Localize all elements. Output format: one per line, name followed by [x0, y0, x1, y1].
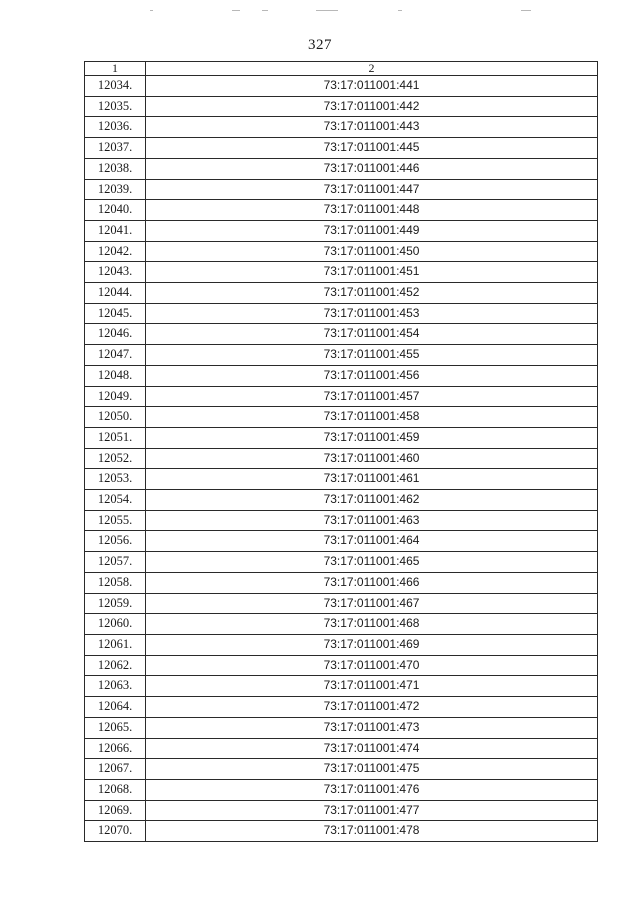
- row-index-cell: 12038.: [85, 158, 146, 179]
- row-index-cell: 12059.: [85, 593, 146, 614]
- page-number: 327: [308, 37, 332, 53]
- scan-artifact: [521, 10, 531, 11]
- table-row: [85, 324, 598, 345]
- row-index-cell: 12058.: [85, 572, 146, 593]
- table-row: [85, 759, 598, 780]
- table-row: [85, 738, 598, 759]
- table-row: [85, 241, 598, 262]
- row-index-cell: 12054.: [85, 490, 146, 511]
- table-row: [85, 800, 598, 821]
- row-index-cell: 12043.: [85, 262, 146, 283]
- cadastral-number-cell: 73:17:011001:476: [146, 779, 598, 800]
- cadastral-number-cell: 73:17:011001:452: [146, 283, 598, 304]
- table-body: [85, 76, 598, 842]
- table-row: [85, 138, 598, 159]
- row-index-cell: 12036.: [85, 117, 146, 138]
- row-index-cell: 12067.: [85, 759, 146, 780]
- row-index-cell: 12053.: [85, 469, 146, 490]
- cadastral-number-cell: 73:17:011001:463: [146, 510, 598, 531]
- row-index-cell: 12035.: [85, 96, 146, 117]
- cadastral-number-cell: 73:17:011001:468: [146, 614, 598, 635]
- row-index-cell: 12046.: [85, 324, 146, 345]
- cadastral-number-cell: 73:17:011001:460: [146, 448, 598, 469]
- row-index-cell: 12039.: [85, 179, 146, 200]
- cadastral-number-cell: 73:17:011001:470: [146, 655, 598, 676]
- table-row: [85, 179, 598, 200]
- cadastral-number-cell: 73:17:011001:454: [146, 324, 598, 345]
- table-row: [85, 200, 598, 221]
- table-row: [85, 262, 598, 283]
- table-row: [85, 303, 598, 324]
- row-index-cell: 12045.: [85, 303, 146, 324]
- table-row: [85, 490, 598, 511]
- row-index-cell: 12063.: [85, 676, 146, 697]
- table-row: [85, 572, 598, 593]
- row-index-cell: 12037.: [85, 138, 146, 159]
- table-row: [85, 427, 598, 448]
- row-index-cell: 12034.: [85, 76, 146, 97]
- cadastral-number-cell: 73:17:011001:464: [146, 531, 598, 552]
- table-row: [85, 448, 598, 469]
- row-index-cell: 12061.: [85, 634, 146, 655]
- table-row: [85, 676, 598, 697]
- cadastral-number-cell: 73:17:011001:443: [146, 117, 598, 138]
- scan-artifact: [150, 10, 153, 11]
- row-index-cell: 12068.: [85, 779, 146, 800]
- cadastral-number-cell: 73:17:011001:456: [146, 365, 598, 386]
- table-row: [85, 365, 598, 386]
- table-row: [85, 96, 598, 117]
- cadastral-number-table: [84, 61, 598, 842]
- table-row: [85, 469, 598, 490]
- table-row: [85, 345, 598, 366]
- row-index-cell: 12069.: [85, 800, 146, 821]
- table-row: [85, 717, 598, 738]
- row-index-cell: 12065.: [85, 717, 146, 738]
- cadastral-number-cell: 73:17:011001:473: [146, 717, 598, 738]
- cadastral-number-cell: 73:17:011001:478: [146, 821, 598, 842]
- cadastral-number-cell: 73:17:011001:453: [146, 303, 598, 324]
- cadastral-number-cell: 73:17:011001:445: [146, 138, 598, 159]
- row-index-cell: 12056.: [85, 531, 146, 552]
- cadastral-number-cell: 73:17:011001:472: [146, 697, 598, 718]
- row-index-cell: 12062.: [85, 655, 146, 676]
- table-row: [85, 220, 598, 241]
- cadastral-number-cell: 73:17:011001:455: [146, 345, 598, 366]
- table-row: [85, 407, 598, 428]
- row-index-cell: 12066.: [85, 738, 146, 759]
- row-index-cell: 12060.: [85, 614, 146, 635]
- cadastral-number-cell: 73:17:011001:448: [146, 200, 598, 221]
- table-row: [85, 510, 598, 531]
- cadastral-number-cell: 73:17:011001:451: [146, 262, 598, 283]
- table-row: [85, 76, 598, 97]
- column-header-index: 1: [85, 62, 146, 76]
- row-index-cell: 12057.: [85, 552, 146, 573]
- row-index-cell: 12051.: [85, 427, 146, 448]
- scan-artifact: [262, 10, 268, 11]
- cadastral-number-cell: 73:17:011001:469: [146, 634, 598, 655]
- table-row: [85, 158, 598, 179]
- cadastral-number-cell: 73:17:011001:449: [146, 220, 598, 241]
- table-row: [85, 821, 598, 842]
- cadastral-number-cell: 73:17:011001:475: [146, 759, 598, 780]
- row-index-cell: 12044.: [85, 283, 146, 304]
- table-row: [85, 531, 598, 552]
- row-index-cell: 12047.: [85, 345, 146, 366]
- cadastral-number-cell: 73:17:011001:457: [146, 386, 598, 407]
- cadastral-number-cell: 73:17:011001:442: [146, 96, 598, 117]
- row-index-cell: 12041.: [85, 220, 146, 241]
- cadastral-number-cell: 73:17:011001:462: [146, 490, 598, 511]
- table-row: [85, 634, 598, 655]
- row-index-cell: 12048.: [85, 365, 146, 386]
- row-index-cell: 12064.: [85, 697, 146, 718]
- table-row: [85, 593, 598, 614]
- column-header-cadastral: 2: [146, 62, 598, 76]
- cadastral-number-cell: 73:17:011001:459: [146, 427, 598, 448]
- scan-artifact: [398, 10, 402, 11]
- cadastral-number-cell: 73:17:011001:461: [146, 469, 598, 490]
- table-row: [85, 552, 598, 573]
- cadastral-number-cell: 73:17:011001:446: [146, 158, 598, 179]
- scan-artifact: [232, 10, 240, 11]
- table-row: [85, 386, 598, 407]
- row-index-cell: 12052.: [85, 448, 146, 469]
- cadastral-number-cell: 73:17:011001:450: [146, 241, 598, 262]
- table-row: [85, 283, 598, 304]
- table-row: [85, 117, 598, 138]
- table-row: [85, 614, 598, 635]
- row-index-cell: 12050.: [85, 407, 146, 428]
- row-index-cell: 12055.: [85, 510, 146, 531]
- row-index-cell: 12042.: [85, 241, 146, 262]
- cadastral-number-cell: 73:17:011001:447: [146, 179, 598, 200]
- cadastral-number-cell: 73:17:011001:471: [146, 676, 598, 697]
- row-index-cell: 12049.: [85, 386, 146, 407]
- table-row: [85, 697, 598, 718]
- scan-artifact: [316, 10, 338, 11]
- cadastral-number-cell: 73:17:011001:465: [146, 552, 598, 573]
- row-index-cell: 12070.: [85, 821, 146, 842]
- cadastral-number-cell: 73:17:011001:458: [146, 407, 598, 428]
- table-header-row: [85, 62, 598, 76]
- table-row: [85, 655, 598, 676]
- cadastral-number-cell: 73:17:011001:477: [146, 800, 598, 821]
- cadastral-number-cell: 73:17:011001:474: [146, 738, 598, 759]
- table-row: [85, 779, 598, 800]
- cadastral-number-cell: 73:17:011001:466: [146, 572, 598, 593]
- row-index-cell: 12040.: [85, 200, 146, 221]
- cadastral-number-cell: 73:17:011001:467: [146, 593, 598, 614]
- cadastral-number-cell: 73:17:011001:441: [146, 76, 598, 97]
